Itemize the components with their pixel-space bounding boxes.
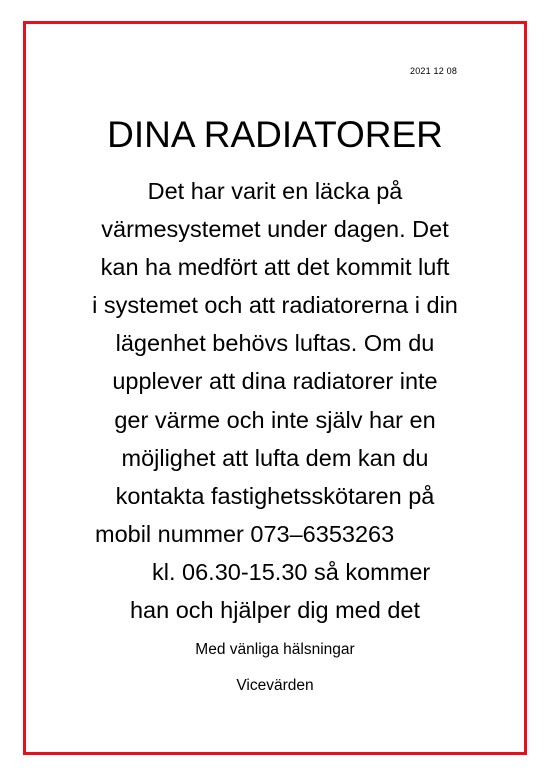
body-line: upplever att dina radiatorer inte	[112, 368, 438, 395]
body-line: lägenhet behövs luftas. Om du	[115, 330, 435, 357]
body-line: kontakta fastighetsskötaren på	[115, 482, 435, 509]
body-line: ger värme och inte själv har en	[114, 406, 436, 433]
signature: Vicevärden	[236, 677, 314, 694]
notice-title: DINA RADIATORER	[107, 114, 443, 155]
body-line: i systemet och att radiatorerna i din	[92, 292, 458, 319]
closing-greeting: Med vänliga hälsningar	[195, 641, 355, 658]
body-line-phone: mobil nummer 073–6353263	[95, 520, 395, 547]
body-line: Det har varit en läcka på	[147, 178, 403, 204]
body-line: möjlighet att lufta dem kan du	[121, 444, 429, 471]
body-line: han och hjälper dig med det	[129, 597, 421, 624]
body-line-hours: kl. 06.30-15.30 så kommer	[152, 558, 431, 585]
notice-date: 2021 12 08	[410, 66, 458, 76]
body-line: värmesystemet under dagen. Det	[101, 216, 449, 243]
notice-body	[0, 172, 550, 629]
body-line: kan ha medfört att det kommit luft	[100, 254, 450, 281]
